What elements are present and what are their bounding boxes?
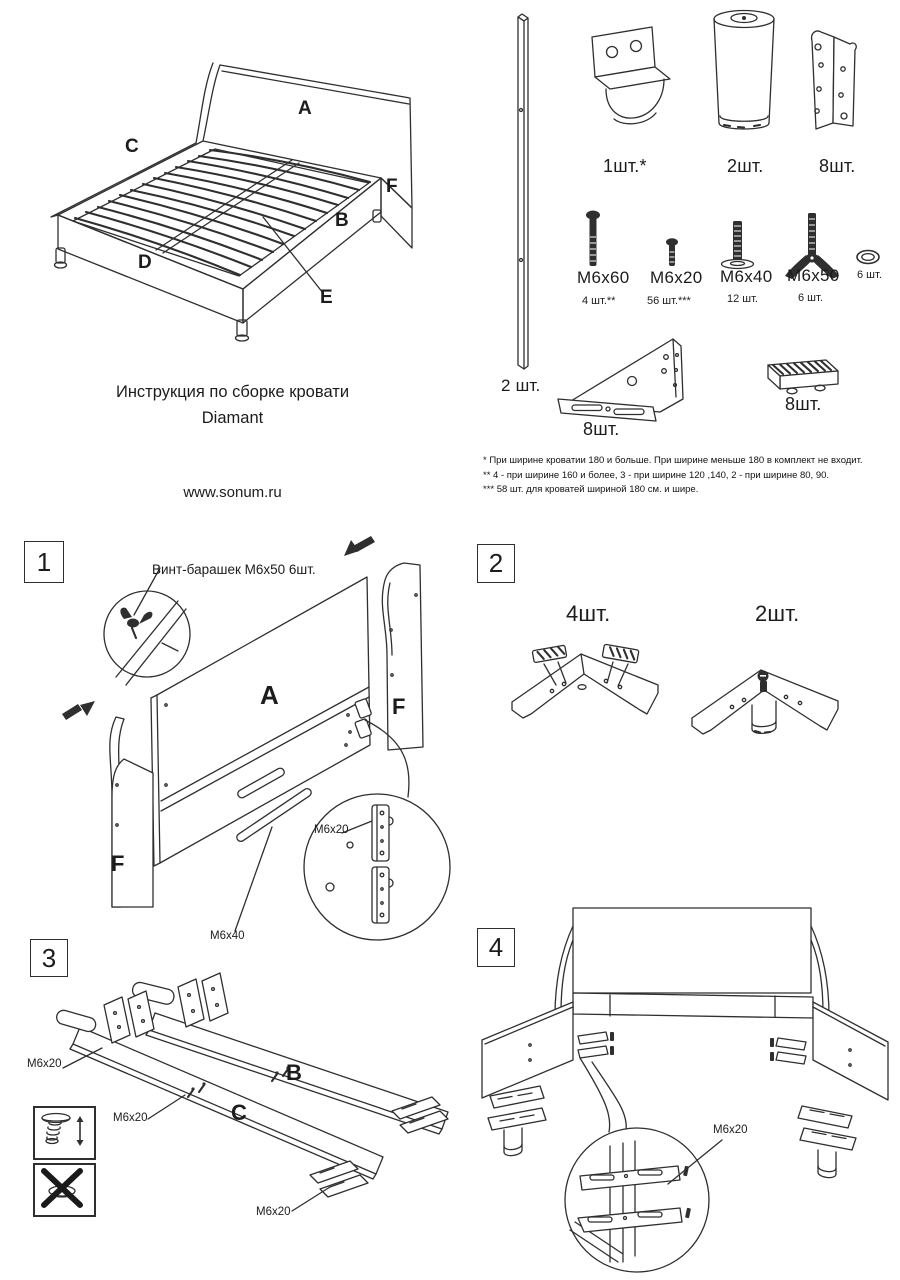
do-not-tighten-warning-box <box>33 1163 96 1217</box>
step4-rail-right <box>798 1002 888 1178</box>
step1-label-m6x40: M6x40 <box>210 930 245 942</box>
step3-label-m6x20-mid: M6x20 <box>113 1112 148 1124</box>
stud-m6x40-name-label: М6х40 <box>720 267 773 286</box>
corner-bracket-part <box>812 31 857 129</box>
slat-holder-qty-label: 8шт. <box>785 394 822 414</box>
triangle-bracket-qty-label: 8шт. <box>583 419 620 439</box>
stud-m6x40-qty-label: 12 шт. <box>727 293 758 305</box>
overview-label-d: D <box>138 252 152 273</box>
step3-label-m6x20-bottom: M6x20 <box>256 1206 291 1218</box>
leg-with-bracket-part <box>592 27 670 124</box>
step2-gusset-with-pads <box>512 644 658 718</box>
step3-rail-c <box>55 991 383 1197</box>
washer-part <box>857 251 879 264</box>
triangle-bracket-part <box>558 339 683 421</box>
step4-detail-connector-b <box>580 1058 610 1132</box>
step4-label-m6x20: M6x20 <box>713 1124 748 1136</box>
screw-m6x20 <box>666 238 678 266</box>
screw-depth-warning-box <box>33 1106 96 1160</box>
step2-right-qty-label: 2шт. <box>755 601 800 626</box>
overview-label-a: A <box>298 98 312 119</box>
washer-qty-label: 6 шт. <box>857 269 882 281</box>
step3-leader-top <box>63 1048 102 1068</box>
step3-label-b: B <box>286 1060 302 1085</box>
leg-with-bracket-qty-label: 1шт.* <box>603 156 647 176</box>
overview-label-b: B <box>335 210 349 231</box>
wing-screw-m6x50-qty-label: 6 шт. <box>798 292 823 304</box>
step1-detail-circle <box>304 794 450 940</box>
step1-label-a: A <box>260 680 279 710</box>
direction-arrow-left <box>62 701 95 720</box>
step3-leader-mid <box>148 1095 185 1119</box>
website-url: www.sonum.ru <box>183 484 282 501</box>
step4-rail-left <box>482 1002 573 1156</box>
rail-qty-label: 2 шт. <box>501 376 541 395</box>
overview-e-leader-line <box>263 217 323 293</box>
title-line-1: Инструкция по сборке кровати <box>115 383 350 401</box>
step3-label-m6x20-top: M6x20 <box>27 1058 62 1070</box>
overview-bed-drawing <box>25 10 475 355</box>
step-4-number: 4 <box>488 932 504 962</box>
step1-label-m6x20: M6x20 <box>314 824 349 836</box>
parts-list-drawing <box>480 5 895 445</box>
cylinder-leg-qty-label: 2шт. <box>727 156 764 176</box>
corner-bracket-qty-label: 8шт. <box>819 156 856 176</box>
footnote-3: *** 58 шт. для кроватей шириной 180 см. и шире. <box>483 484 699 495</box>
step-1-drawing <box>20 535 465 960</box>
step3-leader-bottom <box>292 1187 330 1211</box>
bolt-m6x60-name-label: М6х60 <box>577 268 630 287</box>
slat-holder-part <box>768 360 838 394</box>
screw-m6x20-qty-label: 56 шт.*** <box>647 295 691 307</box>
document-title <box>60 383 405 428</box>
step-3-number: 3 <box>41 942 57 973</box>
footnotes <box>483 454 895 498</box>
step-4-drawing <box>460 900 900 1280</box>
step2-left-qty-label: 4шт. <box>566 601 611 626</box>
bolt-m6x60-qty-label: 4 шт.** <box>582 295 616 307</box>
step2-gusset-with-leg <box>692 670 838 734</box>
wing-screw-m6x50-name-label: М6х50 <box>787 266 840 285</box>
step1-label-f-right: F <box>392 694 406 719</box>
bolt-m6x60 <box>586 211 600 267</box>
step1-f-panel-left <box>110 717 153 907</box>
step4-detail-circle <box>565 1128 709 1272</box>
wing-screw-magnifier <box>104 591 190 685</box>
step1-m6x40-leader <box>235 827 272 931</box>
screw-m6x20-name-label: М6х20 <box>650 268 703 287</box>
footnote-1: * При ширине кроватии 180 и больше. При ширине меньше 180 в комплект не входит. <box>483 455 863 466</box>
step-2-drawing <box>460 535 900 745</box>
footnote-2: ** 4 - при ширине 160 и более, 3 - при ширине 120 ,140, 2 - при ширине 80, 90. <box>483 469 830 481</box>
step1-f-panel-right <box>382 563 423 750</box>
step-1-number: 1 <box>36 546 52 577</box>
title-line-2: Diamant <box>201 409 264 427</box>
screw-depth-icon <box>35 1108 90 1154</box>
step3-label-c: C <box>231 1100 247 1125</box>
rail-part <box>518 14 528 369</box>
overview-legs <box>55 210 382 341</box>
direction-arrow-top <box>344 536 375 556</box>
stud-m6x40 <box>722 221 754 269</box>
step4-joint-brackets <box>578 1032 806 1064</box>
cylinder-leg-part <box>714 11 774 130</box>
step4-headboard <box>555 908 829 1018</box>
crossed-screw-icon <box>35 1165 90 1211</box>
overview-label-f: F <box>386 176 398 197</box>
step3-rail-b <box>131 973 448 1134</box>
step1-label-f-left: F <box>111 851 125 876</box>
overview-label-e: E <box>320 287 333 308</box>
overview-label-c: C <box>125 136 139 157</box>
step-2-number: 2 <box>488 548 504 578</box>
step1-wing-screw-note: Винт-барашек М6х50 6шт. <box>152 562 316 577</box>
